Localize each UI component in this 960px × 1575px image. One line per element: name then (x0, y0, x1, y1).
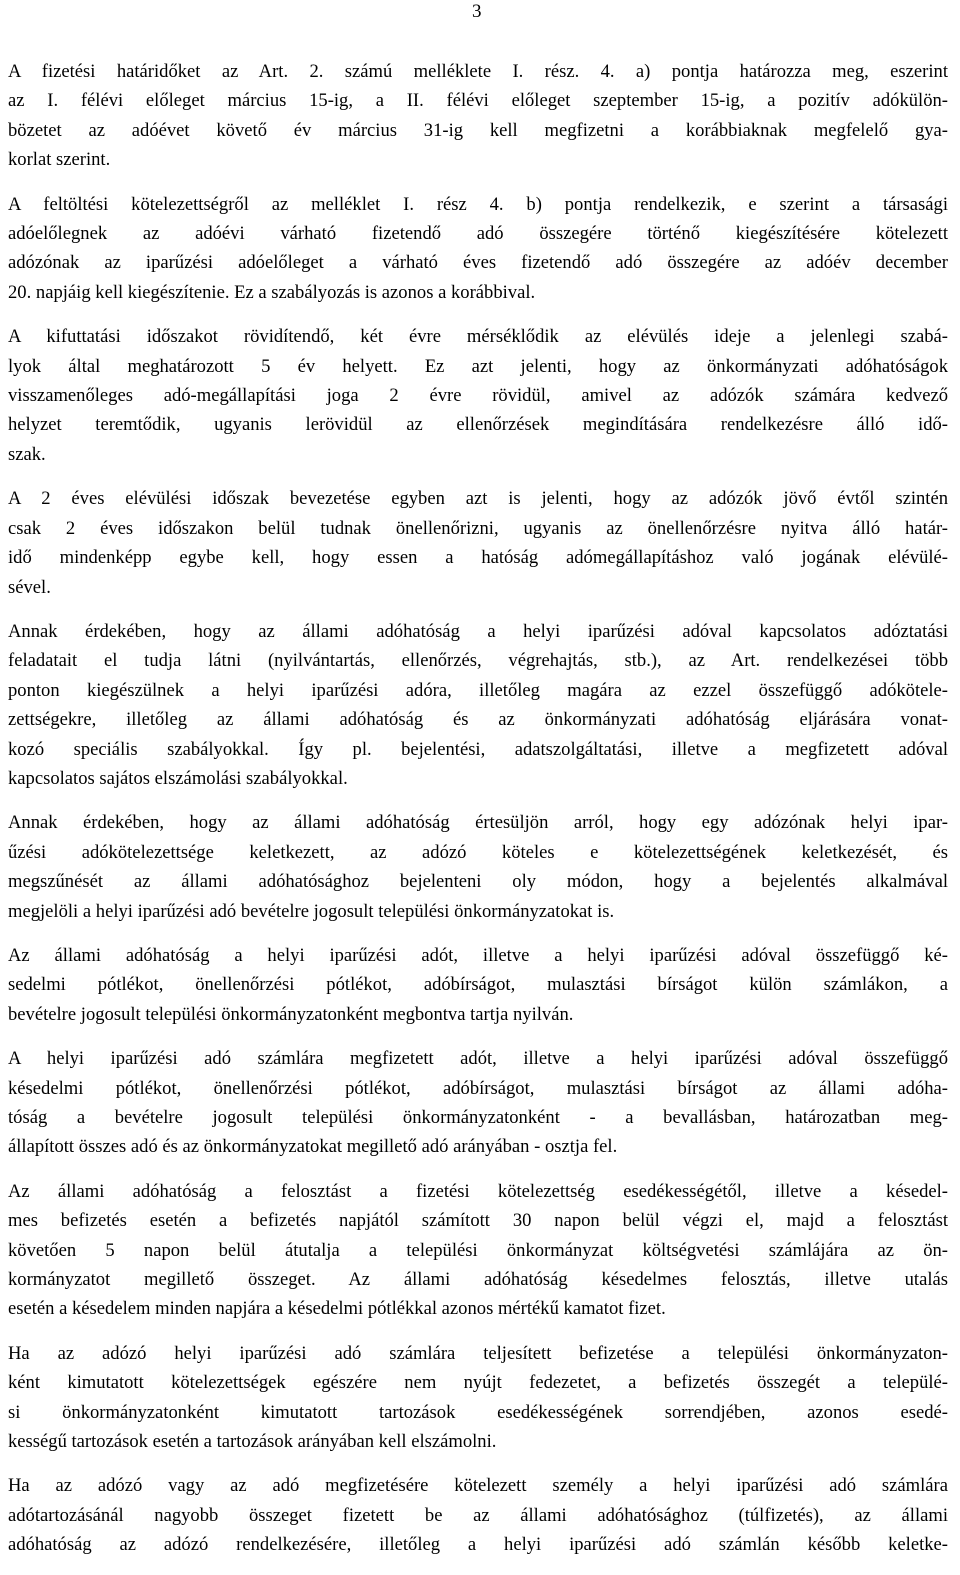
paragraph-line: Annak érdekében, hogy az állami adóhatóság a helyi iparűzési adóval kapcsolatos adóztatási (8, 620, 948, 642)
paragraph-line: Ha az adózó helyi iparűzési adó számlára teljesített befizetése a települési önkormányzaton- (8, 1342, 948, 1364)
paragraph-line: késedelmi pótlékot, önellenőrzési pótlékot, adóbírságot, mulasztási bírságot az állami adóha- (8, 1077, 948, 1099)
paragraph-line: Az állami adóhatóság a helyi iparűzési adót, illetve a helyi iparűzési adóval összefüggő ké- (8, 944, 948, 966)
paragraph-line: követően 5 napon belül átutalja a települési önkormányzat költségvetési számlájára az ön- (8, 1239, 948, 1261)
paragraph-line: korlat szerint. (8, 149, 111, 171)
paragraph-line: kapcsolatos sajátos elszámolási szabályokkal. (8, 767, 348, 789)
paragraph-line: bevételre jogosult települési önkormányzatonként megbontva tartja nyilván. (8, 1003, 574, 1025)
paragraph (8, 941, 948, 1029)
paragraph (8, 1044, 948, 1162)
paragraph (8, 57, 948, 175)
paragraph-line: kességű tartozások esetén a tartozások arányában kell elszámolni. (8, 1431, 497, 1453)
paragraph-line: lyok által meghatározott 5 év helyett. Ez azt jelenti, hogy az önkormányzati adóhatóságok (8, 355, 948, 377)
paragraph-line: A 2 éves elévülési időszak bevezetése egyben azt is jelenti, hogy az adózók jövő évtől szintén (8, 488, 948, 510)
paragraph-line: bözetet az adóévet követő év március 31-ig kell megfizetni a korábbiaknak megfelelő gya- (8, 119, 948, 141)
paragraph-line: űzési adókötelezettsége keletkezett, az adózó köteles e kötelezettségének keletkezését, és (8, 841, 948, 863)
paragraph (8, 617, 948, 793)
paragraph (8, 190, 948, 308)
paragraph (8, 1471, 948, 1559)
paragraph-line: adózónak az iparűzési adóelőleget a várható éves fizetendő adó összegére az adóév december (8, 252, 948, 274)
paragraph-line: adóhatóság az adózó rendelkezésére, illetőleg a helyi iparűzési adó számlán később keletke- (8, 1534, 948, 1556)
document-body (8, 57, 948, 1575)
paragraph (8, 322, 948, 469)
paragraph-line: si önkormányzatonként kimutatott tartozások esedékességének sorrendjében, azonos esedé- (8, 1401, 948, 1423)
paragraph-line: Az állami adóhatóság a felosztást a fizetési kötelezettség esedékességétől, illetve a késedel- (8, 1180, 948, 1202)
paragraph-line: visszamenőleges adó-megállapítási joga 2 évre rövidül, amivel az adózók számára kedvező (8, 385, 948, 407)
paragraph-line: esetén a késedelem minden napjára a késedelmi pótlékkal azonos mértékű kamatot fizet. (8, 1298, 666, 1320)
paragraph-line: ponton kiegészülnek a helyi iparűzési adóra, illetőleg magára az ezzel összefüggő adókötele- (8, 679, 948, 701)
paragraph-line: A helyi iparűzési adó számlára megfizetett adót, illetve a helyi iparűzési adóval összefüggő (8, 1048, 948, 1070)
paragraph (8, 484, 948, 602)
paragraph (8, 1339, 948, 1457)
paragraph-line: feladatait el tudja látni (nyilvántartás, ellenőrzés, végrehajtás, stb.), az Art. rendelkezései több (8, 650, 948, 672)
paragraph-line: A fizetési határidőket az Art. 2. számú melléklete I. rész. 4. a) pontja határozza meg, eszerint (8, 61, 948, 82)
paragraph-line: kormányzatot megillető összeget. Az állami adóhatóság késedelmes felosztás, illetve utalás (8, 1269, 948, 1291)
paragraph-line: adótartozásánál nagyobb összeget fizetett be az állami adóhatósághoz (túlfizetés), az állami (8, 1504, 948, 1526)
paragraph-line: sével. (8, 576, 51, 598)
paragraph-line: zettségekre, illetőleg az állami adóhatóság és az önkormányzati adóhatóság eljárására vonat- (8, 709, 948, 731)
paragraph-line: ként kimutatott kötelezettségek egészére nem nyújt fedezetet, a befizetés összegét a települé- (8, 1372, 948, 1394)
paragraph-line: helyzet teremtődik, ugyanis lerövidül az ellenőrzések megindítására rendelkezésre álló idő- (8, 414, 948, 436)
paragraph-line: A kifuttatási időszakot rövidítendő, két évre mérséklődik az elévülés ideje a jelenlegi szabá- (8, 326, 948, 348)
paragraph-line: adóelőlegnek az adóévi várható fizetendő adó összegére történő kiegészítésére kötelezett (8, 223, 948, 245)
paragraph-line: az I. félévi előleget március 15-ig, a II. félévi előleget szeptember 15-ig, a pozitív adókülön- (8, 90, 948, 112)
paragraph-line: megszűnését az állami adóhatósághoz bejelenteni oly módon, hogy a bejelentés alkalmával (8, 871, 948, 893)
paragraph-line: szak. (8, 443, 46, 465)
paragraph-line: mes befizetés esetén a befizetés napjától számított 30 napon belül végzi el, majd a felosztást (8, 1210, 948, 1232)
paragraph-line: idő mindenképp egybe kell, hogy essen a hatóság adómegállapításhoz való jogának elévülé- (8, 547, 948, 569)
paragraph (8, 808, 948, 926)
paragraph-line: csak 2 éves időszakon belül tudnak önellenőrizni, ugyanis az önellenőrzésre nyitva álló határ- (8, 517, 948, 539)
paragraph-line: sedelmi pótlékot, önellenőrzési pótlékot, adóbírságot, mulasztási bírságot külön számlákon, a (8, 974, 948, 996)
paragraph-line: 20. napjáig kell kiegészítenie. Ez a szabályozás is azonos a korábbival. (8, 281, 536, 303)
paragraph-line: megjelöli a helyi iparűzési adó bevételre jogosult települési önkormányzatokat is. (8, 900, 615, 922)
paragraph-line: kozó speciális szabályokkal. Így pl. bejelentési, adatszolgáltatási, illetve a megfizetett adóval (8, 738, 948, 760)
paragraph-line: Ha az adózó vagy az adó megfizetésére kötelezett személy a helyi iparűzési adó számlára (8, 1475, 948, 1497)
paragraph-line: A feltöltési kötelezettségről az melléklet I. rész 4. b) pontja rendelkezik, e szerint a társasági (8, 193, 948, 215)
paragraph (8, 1177, 948, 1324)
paragraph-line: állapított összes adó és az önkormányzatokat megillető adó arányában - osztja fel. (8, 1136, 618, 1158)
paragraph-line: Annak érdekében, hogy az állami adóhatóság értesüljön arról, hogy egy adózónak helyi ipar- (8, 812, 948, 834)
paragraph-line: tóság a bevételre jogosult települési önkormányzatonként - a bevallásban, határozatban meg- (8, 1107, 948, 1128)
page-number: 3 (472, 1, 482, 22)
